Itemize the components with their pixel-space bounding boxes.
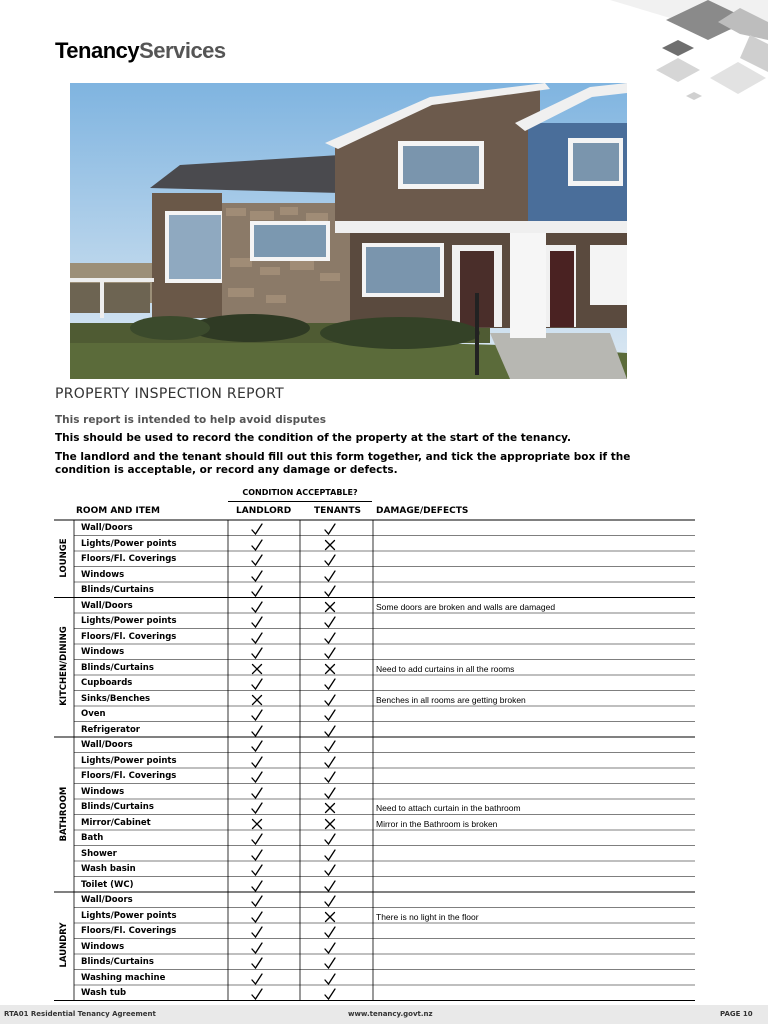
col-header-room: ROOM AND ITEM: [76, 506, 161, 516]
row-item-label: Oven: [81, 709, 106, 719]
row-item-label: Wall/Doors: [81, 740, 133, 750]
row-item-label: Lights/Power points: [81, 616, 177, 626]
row-damage-note[interactable]: Need to attach curtain in the bathroom: [376, 803, 521, 813]
row-item-label: Windows: [81, 647, 125, 657]
row-item-label: Shower: [81, 848, 117, 859]
row-damage-note[interactable]: Benches in all rooms are getting broken: [376, 694, 526, 705]
section-label-lounge: LOUNGE: [59, 538, 69, 578]
row-item-label: Toilet (WC): [81, 879, 134, 890]
footer-left: RTA01 Residential Tenancy Agreement: [4, 1010, 156, 1018]
row-item-label: Wash basin: [81, 864, 136, 874]
footer-center: www.tenancy.govt.nz: [348, 1010, 433, 1018]
row-item-label: Lights/Power points: [81, 538, 177, 549]
row-item-label: Mirror/Cabinet: [81, 817, 151, 828]
row-item-label: Lights/Power points: [81, 910, 177, 921]
row-item-label: Washing machine: [81, 972, 166, 983]
section-label-laundry: LAUNDRY: [59, 922, 69, 968]
col-header-landlord: LANDLORD: [236, 506, 292, 516]
row-item-label: Wash tub: [81, 988, 127, 998]
row-item-label: Refrigerator: [81, 724, 140, 735]
row-damage-note[interactable]: There is no light in the floor: [376, 911, 479, 922]
footer-page: PAGE 10: [720, 1010, 753, 1018]
section-label-bathroom: BATHROOM: [59, 786, 69, 841]
row-item-label: Blinds/Curtains: [81, 585, 154, 595]
row-item-label: Windows: [81, 786, 125, 797]
section-label-kitchen-dining: KITCHEN/DINING: [59, 626, 69, 707]
row-item-label: Blinds/Curtains: [81, 957, 154, 967]
row-item-label: Blinds/Curtains: [81, 802, 154, 812]
col-header-damage: DAMAGE/DEFECTS: [376, 506, 469, 516]
row-item-label: Blinds/Curtains: [81, 662, 154, 673]
brand-part-2: Services: [139, 38, 226, 63]
row-damage-note[interactable]: Some doors are broken and walls are damaged: [376, 601, 556, 612]
row-item-label: Floors/Fl. Coverings: [81, 771, 177, 781]
row-damage-note[interactable]: Need to add curtains in all the rooms: [376, 663, 515, 674]
col-header-tenants: TENANTS: [314, 506, 361, 516]
row-item-label: Cupboards: [81, 678, 133, 688]
intro-line-2: This should be used to record the condition of the property at the start of the tenancy.: [55, 432, 572, 444]
row-item-label: Wall/Doors: [81, 523, 133, 533]
intro-line-3: The landlord and the tenant should fill out this form together, and tick the appropriate box if the condition is acceptable, or record any damage or defects.: [55, 451, 631, 476]
row-item-label: Bath: [81, 833, 104, 843]
report-title: PROPERTY INSPECTION REPORT: [55, 386, 285, 402]
row-item-label: Floors/Fl. Coverings: [81, 554, 177, 564]
condition-header: CONDITION ACCEPTABLE?: [242, 488, 358, 497]
row-item-label: Windows: [81, 569, 125, 580]
brand-part-1: Tenancy: [55, 38, 140, 63]
row-item-label: Wall/Doors: [81, 895, 133, 905]
row-item-label: Lights/Power points: [81, 755, 177, 766]
row-item-label: Wall/Doors: [81, 600, 133, 611]
intro-line-1: This report is intended to help avoid disputes: [55, 414, 326, 426]
row-item-label: Floors/Fl. Coverings: [81, 631, 177, 642]
row-item-label: Floors/Fl. Coverings: [81, 926, 177, 936]
row-damage-note[interactable]: Mirror in the Bathroom is broken: [376, 818, 498, 829]
row-item-label: Windows: [81, 941, 125, 952]
row-item-label: Sinks/Benches: [81, 693, 151, 704]
